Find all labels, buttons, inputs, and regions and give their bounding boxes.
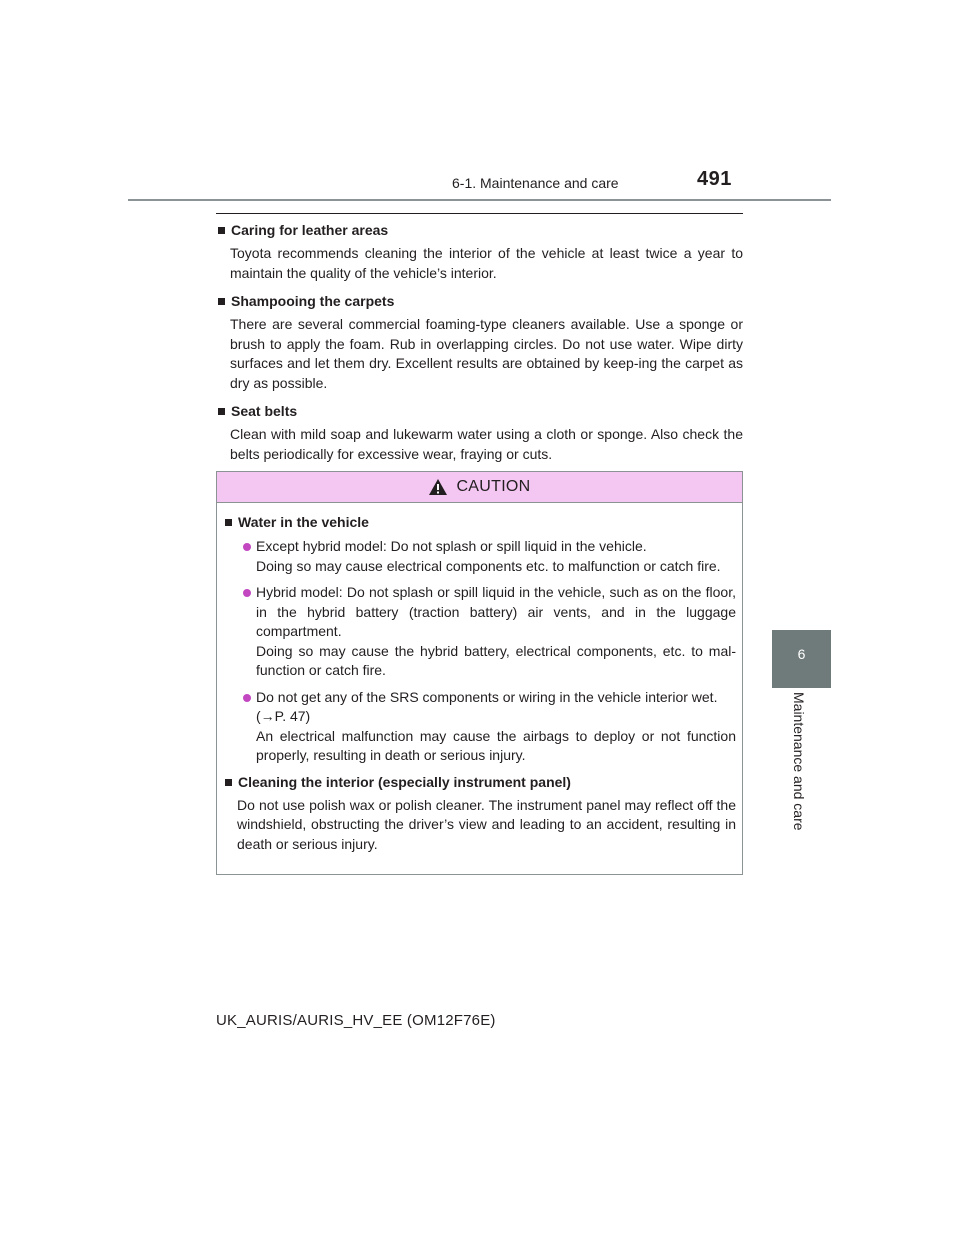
bullet-text: An electrical malfunction may cause the airbags to deploy or not function properly, resulting in death or serious injury. [256, 727, 736, 763]
bullet-text: Doing so may cause the hybrid battery, electrical components, etc. to mal-function or catch fire. [256, 642, 736, 678]
warning-triangle-icon [428, 478, 448, 496]
caution-section-title: Water in the vehicle [238, 514, 369, 530]
section-body: Clean with mild soap and lukewarm water using a cloth or sponge. Also check the belts periodically for excessive wear, fraying or cuts. [230, 426, 743, 462]
bullet-dot-icon [243, 589, 251, 597]
footer-model-code: UK_AURIS/AURIS_HV_EE (OM12F76E) [216, 1012, 496, 1029]
section-carpets [216, 291, 743, 393]
section-body: There are several commercial foaming-type cleaners available. Use a sponge or brush to apply the foam. Rub in overlapping circles. Do not use water. Wipe dirty surfaces and let them dry. Excellent results are obtained by keep-ing the carpet as dry as possible. [230, 316, 743, 391]
bullet-text: Except hybrid model: Do not splash or spill liquid in the vehicle. [256, 538, 647, 554]
caution-header [217, 472, 742, 503]
main-content [216, 220, 743, 472]
section-title: Caring for leather areas [231, 222, 389, 238]
caution-box [216, 471, 743, 875]
section-title: Seat belts [231, 403, 298, 419]
bullet-text: Do not get any of the SRS components or wiring in the vehicle interior wet. [256, 688, 718, 705]
header-divider [128, 199, 831, 201]
square-bullet-icon [225, 779, 232, 786]
page-reference: (→P. 47) [256, 708, 311, 724]
bullet-text: Hybrid model: Do not splash or spill liquid in the vehicle, such as on the floor, in the hybrid battery (traction battery) air vents, and in the luggage compartment. [256, 584, 736, 639]
section-body: Toyota recommends cleaning the interior of the vehicle at least twice a year to maintain the quality of the vehicle’s interior. [230, 245, 743, 281]
caution-section-body: Do not use polish wax or polish cleaner. The instrument panel may reflect off the windshield, obstructing the driver’s view and leading to an accident, resulting in death or serious injury. [237, 796, 736, 852]
bullet-dot-icon [243, 543, 251, 551]
caution-section-title: Cleaning the interior (especially instrument panel) [238, 773, 571, 790]
caution-water-section [223, 513, 736, 766]
page-number: 491 [697, 168, 732, 190]
square-bullet-icon [218, 408, 225, 415]
caution-interior-section [223, 773, 736, 855]
section-seat-belts [216, 401, 743, 464]
chapter-label: Maintenance and care [791, 692, 807, 831]
bullet-text: Doing so may cause electrical components etc. to malfunction or catch fire. [256, 557, 721, 574]
section-leather [216, 220, 743, 283]
chapter-side-label [790, 692, 812, 831]
square-bullet-icon [225, 519, 232, 526]
header-section-title: 6-1. Maintenance and care [452, 175, 619, 191]
caution-bullet [243, 688, 736, 766]
chapter-number: 6 [797, 646, 806, 662]
bullet-dot-icon [243, 694, 251, 702]
section-title: Shampooing the carpets [231, 293, 395, 309]
caution-bullet [243, 583, 736, 681]
caution-body [217, 503, 742, 854]
content-divider [216, 213, 743, 214]
caution-bullet [243, 537, 736, 576]
square-bullet-icon [218, 298, 225, 305]
chapter-tab [772, 630, 831, 688]
caution-title: CAUTION [456, 478, 531, 495]
square-bullet-icon [218, 227, 225, 234]
